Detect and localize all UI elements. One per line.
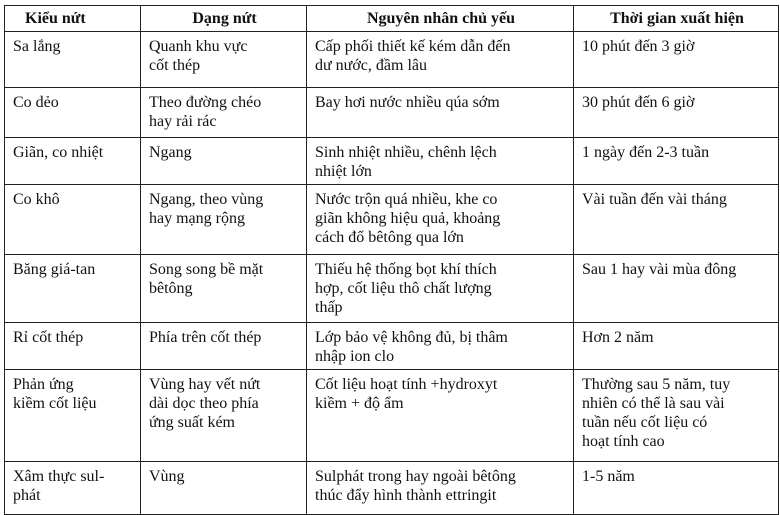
- table-row: [5, 255, 779, 323]
- cell-appearance-time: 1-5 năm: [574, 462, 779, 515]
- cell-main-cause: Lớp bảo vệ không đủ, bị thâm nhập ion clo: [307, 323, 574, 370]
- crack-types-table: [4, 5, 779, 515]
- cell-appearance-time: 10 phút đến 3 giờ: [574, 32, 779, 88]
- cell-main-cause: Bay hơi nước nhiều qúa sớm: [307, 88, 574, 138]
- cell-crack-form: Ngang: [141, 138, 307, 185]
- table-row: [5, 370, 779, 462]
- cell-crack-form: Ngang, theo vùng hay mạng rộng: [141, 185, 307, 255]
- cell-appearance-time: Thường sau 5 năm, tuy nhiên có thể là sau vài tuần nếu cốt liệu có hoạt tính cao: [574, 370, 779, 462]
- table-row: [5, 32, 779, 88]
- cell-main-cause: Cốt liệu hoạt tính +hydroxyt kiềm + độ ẩm: [307, 370, 574, 462]
- cell-main-cause: Nước trộn quá nhiều, khe co giãn không hiệu quả, khoảng cách đổ bêtông qua lớn: [307, 185, 574, 255]
- cell-main-cause: Sulphát trong hay ngoài bêtông thúc đẩy hình thành ettringit: [307, 462, 574, 515]
- cell-crack-form: Quanh khu vực cốt thép: [141, 32, 307, 88]
- header-appearance-time: Thời gian xuất hiện: [574, 6, 779, 32]
- cell-crack-type: Giãn, co nhiệt: [5, 138, 141, 185]
- table-row: [5, 323, 779, 370]
- cell-crack-type: Rỉ cốt thép: [5, 323, 141, 370]
- cell-crack-form: Vùng hay vết nứt dài dọc theo phía ứng suất kém: [141, 370, 307, 462]
- table-header-row: [5, 6, 779, 32]
- table-row: [5, 185, 779, 255]
- cell-appearance-time: 30 phút đến 6 giờ: [574, 88, 779, 138]
- cell-crack-type: Co dẻo: [5, 88, 141, 138]
- cell-main-cause: Thiếu hệ thống bọt khí thích hợp, cốt liệu thô chất lượng thấp: [307, 255, 574, 323]
- cell-main-cause: Sinh nhiệt nhiều, chênh lệch nhiệt lớn: [307, 138, 574, 185]
- cell-crack-type: Phản ứng kiềm cốt liệu: [5, 370, 141, 462]
- header-main-cause: Nguyên nhân chủ yếu: [307, 6, 574, 32]
- cell-crack-form: Phía trên cốt thép: [141, 323, 307, 370]
- table-row: [5, 88, 779, 138]
- cell-appearance-time: Sau 1 hay vài mùa đông: [574, 255, 779, 323]
- table-row: [5, 138, 779, 185]
- cell-crack-form: Vùng: [141, 462, 307, 515]
- cell-crack-type: Sa lắng: [5, 32, 141, 88]
- header-crack-form: Dạng nứt: [141, 6, 307, 32]
- table-row: [5, 462, 779, 515]
- header-crack-type: Kiểu nứt: [5, 6, 141, 32]
- cell-crack-type: Xâm thực sul- phát: [5, 462, 141, 515]
- cell-appearance-time: Vài tuần đến vài tháng: [574, 185, 779, 255]
- cell-appearance-time: Hơn 2 năm: [574, 323, 779, 370]
- cell-main-cause: Cấp phối thiết kế kém dẫn đến dư nước, đầm lâu: [307, 32, 574, 88]
- cell-crack-type: Băng giá-tan: [5, 255, 141, 323]
- cell-crack-form: Theo đường chéo hay rải rác: [141, 88, 307, 138]
- cell-appearance-time: 1 ngày đến 2-3 tuần: [574, 138, 779, 185]
- cell-crack-type: Co khô: [5, 185, 141, 255]
- cell-crack-form: Song song bề mặt bêtông: [141, 255, 307, 323]
